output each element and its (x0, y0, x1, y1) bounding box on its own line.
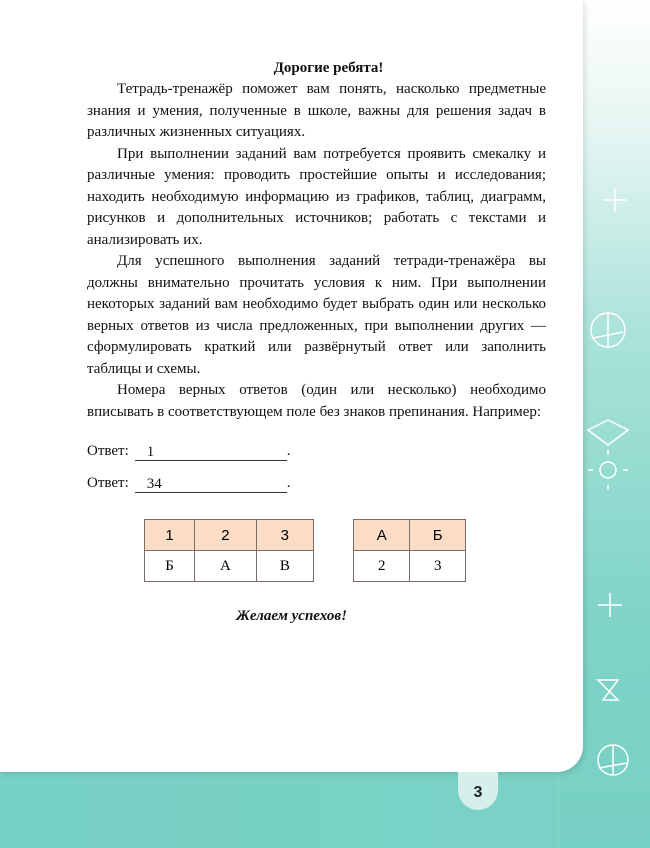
table-cell: Б (145, 551, 195, 582)
sailboat-icon (598, 745, 628, 775)
paragraph: При выполнении заданий вам потребуется проявить смекалку и различные умения: проводить простейшие опыты и исследования; находить необходимую информацию из графиков, таблиц, диаграмм, рисунков и дополнительных источников; работать с текстами и анализировать их. (87, 145, 546, 248)
plus-icon (598, 593, 622, 617)
table-header-cell: 2 (195, 520, 257, 551)
table-header-cell: Б (410, 520, 466, 551)
book-icon (588, 420, 628, 445)
answer-example (87, 473, 546, 493)
paragraph: Для успешного выполнения заданий тетради-тренажёра вы должны внимательно прочитать условия к ним. При выполнении некоторых заданий вам необходимо будет выбрать один или несколько верных ответов из числа предложенных, при выполнении других — сформулировать краткий или развёрнутый ответ или заполнить таблицы и схемы. (87, 253, 546, 377)
page-number: 3 (458, 772, 498, 810)
answer-table-letters (353, 519, 466, 582)
table-cell: В (256, 551, 313, 582)
answer-example (87, 441, 546, 461)
table-cell: А (195, 551, 257, 582)
intro-text (87, 79, 546, 423)
hourglass-icon (598, 680, 618, 700)
table-header-cell: 1 (145, 520, 195, 551)
answer-label: Ответ: (87, 443, 129, 459)
table-cell: 2 (354, 551, 410, 582)
answer-label: Ответ: (87, 475, 129, 491)
answer-tables (144, 519, 546, 582)
plus-icon (603, 188, 627, 212)
answer-period: . (286, 443, 291, 459)
answer-table-numbers (144, 519, 314, 582)
closing-text: Желаем успехов! (236, 608, 347, 624)
answer-period: . (286, 475, 291, 491)
answer-field: 1 (135, 443, 287, 461)
table-cell: 3 (410, 551, 466, 582)
decorative-doodles (583, 0, 650, 848)
paragraph: Тетрадь-тренажёр поможет вам понять, насколько предметные знания и умения, полученные в школе, важны для решения задач в различных жизненных ситуациях. (87, 81, 546, 140)
table-header-cell: А (354, 520, 410, 551)
paragraph: Номера верных ответов (один или несколько) необходимо вписывать в соответствующем поле без знаков препинания. Например: (87, 382, 546, 420)
table-header-cell: 3 (256, 520, 313, 551)
sun-icon (588, 450, 628, 490)
page-title: Дорогие ребята! (273, 60, 384, 76)
sailboat-icon (591, 312, 625, 347)
answer-field: 34 (135, 475, 287, 493)
